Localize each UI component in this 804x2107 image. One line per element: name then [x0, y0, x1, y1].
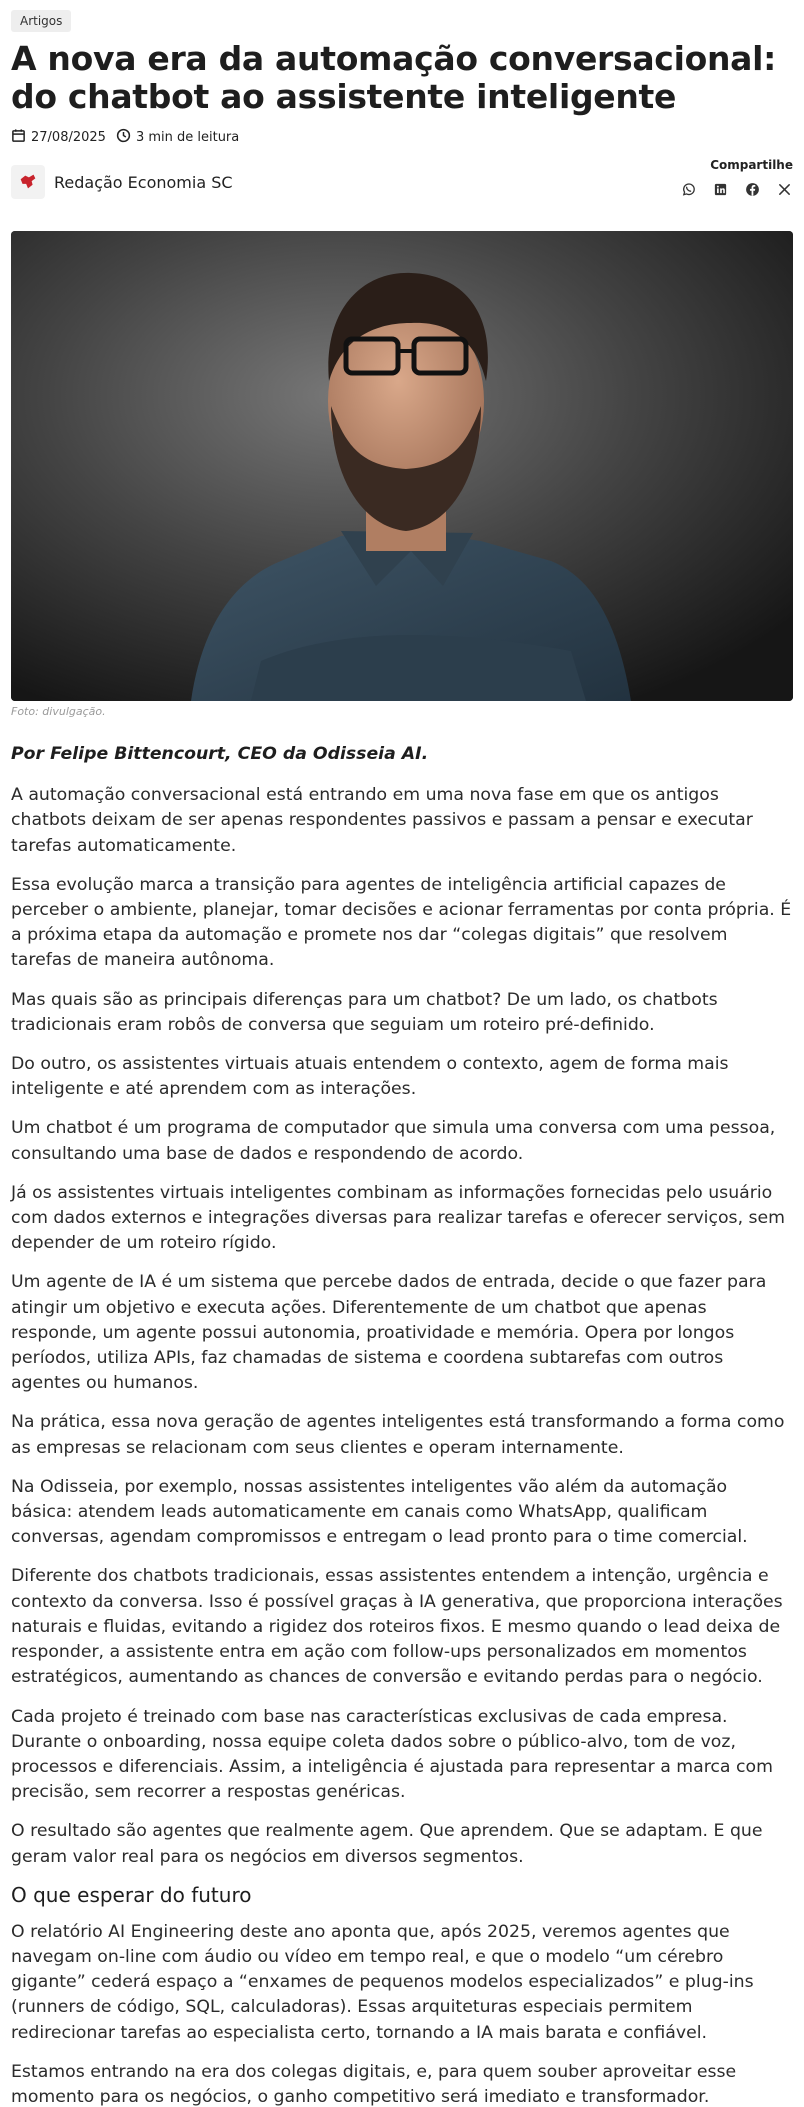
share-label: Compartilhe — [710, 158, 793, 172]
paragraph: Na prática, essa nova geração de agentes inteligentes está transformando a forma como as empresas se relacionam com seus clientes e operam internamente. — [11, 1412, 785, 1458]
clock-icon — [116, 128, 131, 147]
whatsapp-icon[interactable] — [679, 180, 697, 198]
section-heading: O que esperar do futuro — [11, 1882, 252, 1907]
category-tag[interactable]: Artigos — [11, 10, 71, 32]
share-block — [679, 158, 793, 198]
paragraph: Diferente dos chatbots tradicionais, essas assistentes entendem a intenção, urgência e contexto da conversa. Isso é possível graças à IA generativa, que proporciona interações naturais e fluidas, evitando a rigidez dos roteiros fixos. E mesmo quando o lead deixa de responder, a assistente entra em ação com follow-ups personalizados em momentos estratégicos, aumentando as chances de conversão e evitando perdas para o negócio. — [11, 1566, 783, 1688]
publish-date: 27/08/2025 — [31, 130, 106, 145]
article-photo — [11, 231, 793, 701]
read-time: 3 min de leitura — [135, 130, 240, 145]
portrait-illustration — [11, 231, 793, 701]
paragraph: Estamos entrando na era dos colegas digitais, e, para quem souber aproveitar esse momento para os negócios, o ganho competitivo será imediato e transformador. — [11, 2061, 737, 2107]
calendar-icon — [11, 128, 26, 147]
facebook-icon[interactable] — [743, 180, 761, 198]
paragraph: Cada projeto é treinado com base nas características exclusivas de cada empresa. Durante o onboarding, nossa equipe coleta dados sobre o público-alvo, tom de voz, processos e diferenciais. Assim, a inteligência é ajustada para representar a marca com precisão, sem recorrer a respostas genéricas. — [11, 1706, 773, 1803]
read-time-item — [116, 128, 239, 147]
article-title: A nova era da automação conversacional: do chatbot ao assistente inteligente — [11, 39, 777, 116]
paragraph: Já os assistentes virtuais inteligentes combinam as informações fornecidas pelo usuário com dados externos e integrações diversas para realizar tarefas e oferecer serviços, sem depender de um roteiro rígido. — [11, 1182, 786, 1254]
paragraph: Essa evolução marca a transição para agentes de inteligência artificial capazes de perceber o ambiente, planejar, tomar decisões e acionar ferramentas por conta própria. É a próxima etapa da automação e promete nos dar “colegas digitais” que resolvem tarefas de maneira autônoma. — [11, 874, 792, 971]
author-name[interactable]: Redação Economia SC — [54, 172, 233, 192]
paragraph: O relatório AI Engineering deste ano aponta que, após 2025, veremos agentes que navegam on-line com áudio ou vídeo em tempo real, e que o modelo “um cérebro gigante” cederá espaço a “enxames de pequenos modelos especializados” e plug-ins (runners de código, SQL, calculadoras). Essas arquiteturas especiais permitem redirecionar tarefas ao especialista certo, tornando a IA mais barata e confiável. — [11, 1921, 754, 2043]
paragraph: Um agente de IA é um sistema que percebe dados de entrada, decide o que fazer para atingir um objetivo e executa ações. Diferentemente de um chatbot que apenas responde, um agente possui autonomia, proatividade e memória. Opera por longos períodos, utiliza APIs, faz chamadas de sistema e coordena subtarefas com outros agentes ou humanos. — [11, 1272, 767, 1394]
paragraph: Do outro, os assistentes virtuais atuais entendem o contexto, agem de forma mais inteligente e até aprendem com as interações. — [11, 1054, 729, 1100]
article-body — [11, 742, 793, 2107]
share-icons — [679, 180, 793, 198]
paragraph: Um chatbot é um programa de computador que simula uma conversa com uma pessoa, consultando uma base de dados e respondendo de acordo. — [11, 1118, 776, 1164]
paragraph: A automação conversacional está entrando em uma nova fase em que os antigos chatbots deixam de ser apenas respondentes passivos e passam a pensar e executar tarefas automaticamente. — [11, 785, 753, 856]
date-item — [11, 128, 106, 147]
x-icon[interactable] — [775, 180, 793, 198]
paragraph: O resultado são agentes que realmente agem. Que aprendem. Que se adaptam. E que geram valor real para os negócios em diversos segmentos. — [11, 1821, 763, 1867]
author-logo — [11, 165, 45, 199]
author-block — [11, 165, 233, 199]
paragraph: Mas quais são as principais diferenças para um chatbot? De um lado, os chatbots tradicionais eram robôs de conversa que seguiam um roteiro pré-definido. — [11, 989, 718, 1035]
photo-caption: Foto: divulgação. — [11, 705, 106, 718]
article-byline: Por Felipe Bittencourt, CEO da Odisseia AI. — [11, 744, 429, 764]
article-meta — [11, 128, 239, 147]
paragraph: Na Odisseia, por exemplo, nossas assistentes inteligentes vão além da automação básica: atendem leads automaticamente em canais como WhatsApp, qualificam conversas, agendam compromissos e entregam o lead pronto para o time comercial. — [11, 1476, 748, 1548]
linkedin-icon[interactable] — [711, 180, 729, 198]
